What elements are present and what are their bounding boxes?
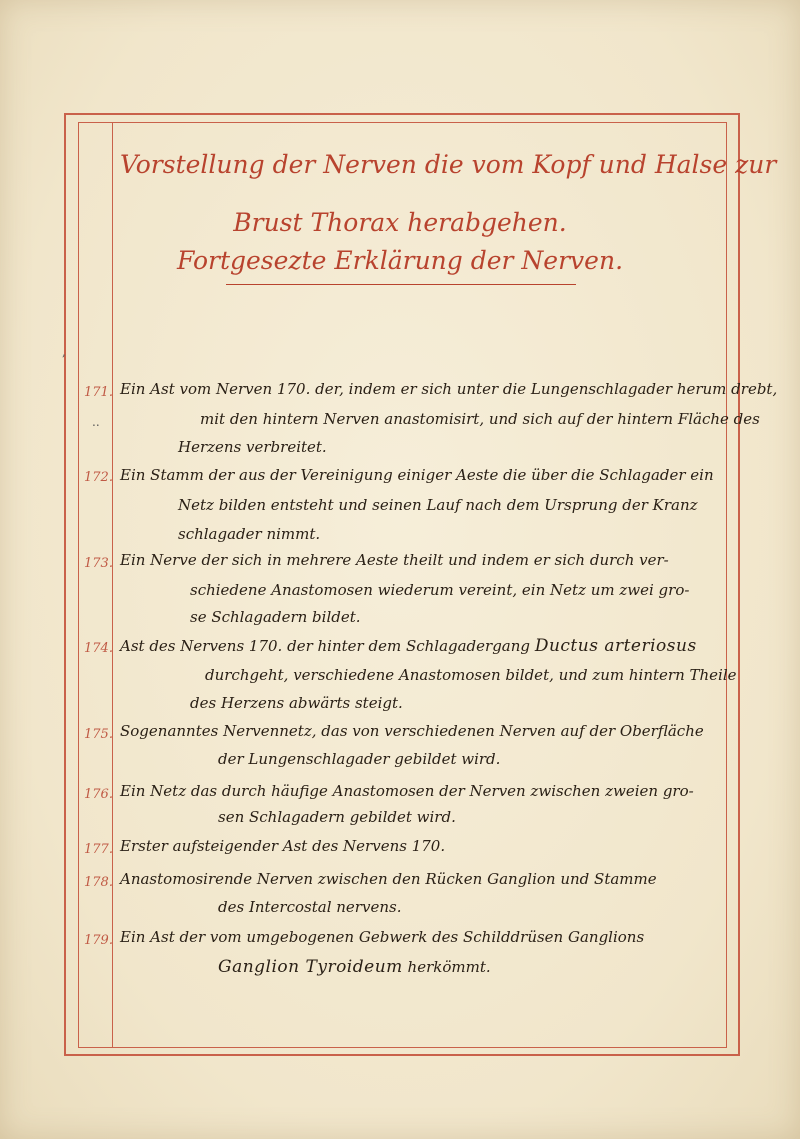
entry-text-line: Ein Stamm der aus der Vereinigung einiger Aeste die über die Schlagader ein	[120, 466, 714, 484]
entry-text-segment: Ast des Nervens 170. der hinter dem Schlagadergang	[120, 637, 531, 655]
entry-number: 172.	[84, 470, 113, 485]
entry-text-line: Ein Netz das durch häufige Anastomosen der Nerven zwischen zweien gro-	[120, 782, 694, 800]
entry-text-line: sen Schlagadern gebildet wird.	[218, 808, 456, 826]
entry-text-segment: herkömmt.	[407, 958, 491, 976]
latin-term: Ductus arteriosus	[534, 636, 697, 656]
entry-text-line: Ein Nerve der sich in mehrere Aeste theilt und indem er sich durch ver-	[120, 551, 669, 569]
entry-text-line: schiedene Anastomosen wiederum vereint, ein Netz um zwei gro-	[190, 581, 690, 599]
ink-mark: ..	[92, 415, 100, 429]
entry-text-line: schlagader nimmt.	[178, 525, 321, 543]
entry-text-line: durchgeht, verschiedene Anastomosen bildet, und zum hintern Theile	[205, 666, 737, 684]
entry-text-line	[120, 636, 697, 656]
heading-underline	[226, 284, 576, 285]
entry-text-line: des Herzens abwärts steigt.	[190, 694, 403, 712]
entry-text-line: mit den hintern Nerven anastomisirt, und sich auf der hintern Fläche des	[200, 410, 760, 428]
latin-term: Ganglion Tyroideum	[218, 957, 403, 977]
entry-text-line: Erster aufsteigender Ast des Nervens 170.	[120, 837, 446, 855]
entry-text-line	[218, 957, 491, 977]
entry-text-line: Anastomosirende Nerven zwischen den Rücken Ganglion und Stamme	[120, 870, 657, 888]
entry-text-line: Ein Ast der vom umgebogenen Gebwerk des Schilddrüsen Ganglions	[120, 928, 645, 946]
entry-number: 173.	[84, 556, 113, 571]
ink-mark: ,	[62, 345, 66, 359]
entry-text-line: se Schlagadern bildet.	[190, 608, 361, 626]
heading-line-3: Fortgesezte Erklärung der Nerven.	[176, 246, 624, 275]
entry-text-line: Ein Ast vom Nerven 170. der, indem er sich unter die Lungenschlagader herum drebt,	[120, 380, 778, 398]
entry-text-line: Sogenanntes Nervennetz, das von verschiedenen Nerven auf der Oberfläche	[120, 722, 704, 740]
entry-number: 174.	[84, 641, 113, 656]
entry-text-line: des Intercostal nervens.	[218, 898, 402, 916]
entry-number: 179.	[84, 933, 113, 948]
heading-line-2: Brust Thorax herabgehen.	[233, 208, 567, 237]
number-margin-rule	[112, 122, 113, 1048]
entry-number: 171.	[84, 385, 113, 400]
entry-text-line: Herzens verbreitet.	[178, 438, 327, 456]
entry-text-line: der Lungenschlagader gebildet wird.	[218, 750, 501, 768]
entry-number: 178.	[84, 875, 113, 890]
entry-number: 177.	[84, 842, 113, 857]
entry-text-line: Netz bilden entsteht und seinen Lauf nach dem Ursprung der Kranz	[178, 496, 698, 514]
entry-number: 176.	[84, 787, 113, 802]
entry-number: 175.	[84, 727, 113, 742]
heading-line-1: Vorstellung der Nerven die vom Kopf und Halse zur	[120, 150, 777, 179]
